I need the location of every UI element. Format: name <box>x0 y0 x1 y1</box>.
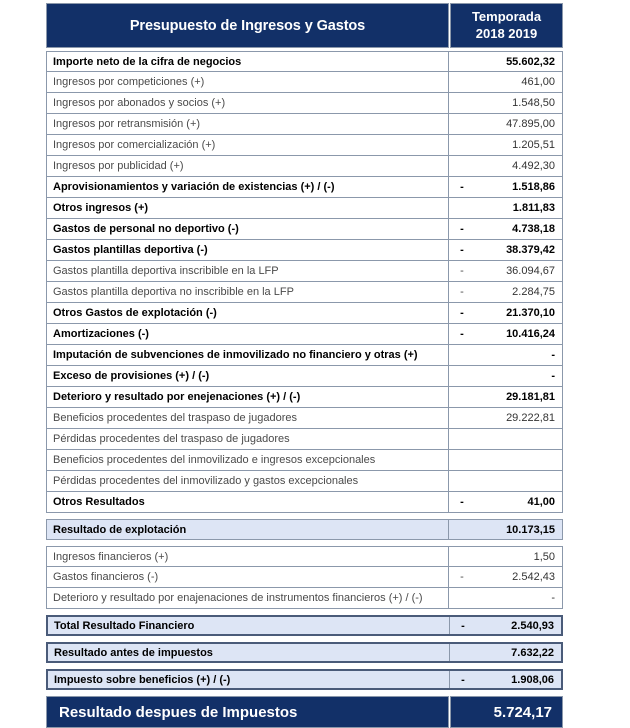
row-label: Ingresos por retransmisión (+) <box>47 114 449 134</box>
row-value: 2.542,43 <box>512 571 555 583</box>
table-row[interactable] <box>46 156 563 177</box>
row-value: - <box>551 349 555 361</box>
row-value: 38.379,42 <box>506 244 555 256</box>
table-row[interactable] <box>46 93 563 114</box>
row-sign: - <box>460 244 464 256</box>
row-value: 36.094,67 <box>506 265 555 277</box>
row-sign <box>449 72 475 92</box>
table-row[interactable] <box>46 450 563 471</box>
row-value: 55.602,32 <box>506 55 555 68</box>
table-row[interactable] <box>46 72 563 93</box>
table-row[interactable] <box>46 51 563 72</box>
row-value: 10.173,15 <box>506 523 555 536</box>
row-label: Ingresos por comercialización (+) <box>47 135 449 155</box>
table-row[interactable] <box>46 492 563 513</box>
table-row[interactable] <box>46 471 563 492</box>
table-row[interactable] <box>46 240 563 261</box>
row-label: Total Resultado Financiero <box>48 617 450 634</box>
row-sign <box>449 520 475 539</box>
row-sign: - <box>461 673 465 686</box>
row-sign <box>449 345 475 365</box>
budget-table <box>46 51 563 728</box>
row-label: Amortizaciones (-) <box>47 324 449 344</box>
row-label: Gastos financieros (-) <box>47 567 449 587</box>
row-label: Ingresos por publicidad (+) <box>47 156 449 176</box>
row-sign <box>449 588 475 608</box>
row-label: Beneficios procedentes del inmovilizado e ingresos excepcionales <box>47 450 449 470</box>
table-row[interactable] <box>46 114 563 135</box>
row-label: Deterioro y resultado por enajenaciones de instrumentos financieros (+) / (-) <box>47 588 449 608</box>
row-sign: - <box>460 181 464 193</box>
row-value: 21.370,10 <box>506 307 555 319</box>
row-sign <box>449 450 475 470</box>
row-sign <box>449 52 475 71</box>
row-value: 1.811,83 <box>512 202 555 214</box>
row-value: 1.548,50 <box>512 97 555 109</box>
row-label: Otros Resultados <box>47 492 449 512</box>
row-label: Aprovisionamientos y variación de existencias (+) / (-) <box>47 177 449 197</box>
table-row[interactable] <box>46 282 563 303</box>
final-total-label: Resultado despues de Impuestos <box>46 696 449 728</box>
table-row[interactable] <box>46 303 563 324</box>
row-value: 1.908,06 <box>511 673 554 686</box>
table-group-financial <box>46 546 563 609</box>
row-sign <box>449 198 475 218</box>
row-label: Ingresos por abonados y socios (+) <box>47 93 449 113</box>
row-sign: - <box>460 571 464 583</box>
row-value <box>475 471 562 491</box>
table-row[interactable] <box>46 519 563 540</box>
row-sign: - <box>460 265 464 277</box>
table-row[interactable] <box>46 177 563 198</box>
row-sign: - <box>460 286 464 298</box>
row-value <box>475 450 562 470</box>
table-row[interactable] <box>46 345 563 366</box>
season-label: Temporada <box>471 9 542 25</box>
table-row[interactable] <box>46 198 563 219</box>
row-value: 4.738,18 <box>512 223 555 235</box>
row-sign <box>449 93 475 113</box>
table-group-operating-result <box>46 519 563 540</box>
row-sign <box>449 387 475 407</box>
row-sign: - <box>461 619 465 632</box>
row-label: Impuesto sobre beneficios (+) / (-) <box>48 671 450 688</box>
row-value: 41,00 <box>527 496 555 508</box>
row-value: - <box>551 370 555 382</box>
row-value: 29.181,81 <box>506 391 555 403</box>
table-row[interactable] <box>46 135 563 156</box>
row-label: Gastos plantilla deportiva inscribible en la LFP <box>47 261 449 281</box>
row-value <box>475 429 562 449</box>
table-group-operating <box>46 51 563 513</box>
table-row[interactable] <box>46 219 563 240</box>
table-row[interactable] <box>46 408 563 429</box>
row-label: Ingresos financieros (+) <box>47 547 449 566</box>
table-row[interactable] <box>46 588 563 609</box>
table-row[interactable] <box>46 546 563 567</box>
table-row[interactable] <box>46 261 563 282</box>
table-group-pretax <box>46 642 563 663</box>
table-group-financial-total <box>46 615 563 636</box>
row-value: 2.284,75 <box>512 286 555 298</box>
row-value: 1.518,86 <box>512 181 555 193</box>
row-label: Deterioro y resultado por enejenaciones (+) / (-) <box>47 387 449 407</box>
row-label: Resultado de explotación <box>47 520 449 539</box>
row-value: 10.416,24 <box>506 328 555 340</box>
row-sign <box>449 156 475 176</box>
row-sign: - <box>460 307 464 319</box>
row-sign <box>449 114 475 134</box>
row-sign <box>449 429 475 449</box>
row-label: Resultado antes de impuestos <box>48 644 450 661</box>
table-row[interactable] <box>46 366 563 387</box>
row-sign <box>449 135 475 155</box>
row-value: 29.222,81 <box>506 412 555 424</box>
table-row[interactable] <box>46 567 563 588</box>
row-label: Exceso de provisiones (+) / (-) <box>47 366 449 386</box>
table-row[interactable] <box>46 387 563 408</box>
season-years: 2018 2019 <box>475 25 538 41</box>
table-row[interactable] <box>46 615 563 636</box>
row-sign <box>449 547 475 566</box>
row-label: Imputación de subvenciones de inmovilizado no financiero y otras (+) <box>47 345 449 365</box>
row-label: Pérdidas procedentes del inmovilizado y gastos excepcionales <box>47 471 449 491</box>
row-label: Beneficios procedentes del traspaso de jugadores <box>47 408 449 428</box>
row-value: - <box>551 592 555 604</box>
row-label: Pérdidas procedentes del traspaso de jugadores <box>47 429 449 449</box>
row-label: Otros ingresos (+) <box>47 198 449 218</box>
row-sign <box>449 471 475 491</box>
final-total-row <box>46 696 563 728</box>
row-value: 461,00 <box>521 76 555 88</box>
row-label: Gastos plantillas deportiva (-) <box>47 240 449 260</box>
row-sign <box>449 366 475 386</box>
row-sign <box>450 644 476 661</box>
row-value: 47.895,00 <box>506 118 555 130</box>
row-sign: - <box>460 223 464 235</box>
row-value: 2.540,93 <box>511 619 554 632</box>
table-row[interactable] <box>46 642 563 663</box>
row-label: Otros Gastos de explotación (-) <box>47 303 449 323</box>
row-label: Importe neto de la cifra de negocios <box>47 52 449 71</box>
row-label: Gastos plantilla deportiva no inscribible en la LFP <box>47 282 449 302</box>
row-sign: - <box>460 328 464 340</box>
table-group-tax <box>46 669 563 690</box>
final-total-value: 5.724,17 <box>450 696 563 728</box>
table-row[interactable] <box>46 669 563 690</box>
row-value: 1,50 <box>533 550 555 563</box>
season-header <box>450 3 563 48</box>
table-header <box>46 3 563 48</box>
table-row[interactable] <box>46 429 563 450</box>
row-label: Gastos de personal no deportivo (-) <box>47 219 449 239</box>
table-row[interactable] <box>46 324 563 345</box>
row-value: 7.632,22 <box>511 646 554 659</box>
row-sign <box>449 408 475 428</box>
row-value: 1.205,51 <box>512 139 555 151</box>
table-title: Presupuesto de Ingresos y Gastos <box>46 3 449 48</box>
row-sign: - <box>460 496 464 508</box>
row-label: Ingresos por competiciones (+) <box>47 72 449 92</box>
row-value: 4.492,30 <box>512 160 555 172</box>
